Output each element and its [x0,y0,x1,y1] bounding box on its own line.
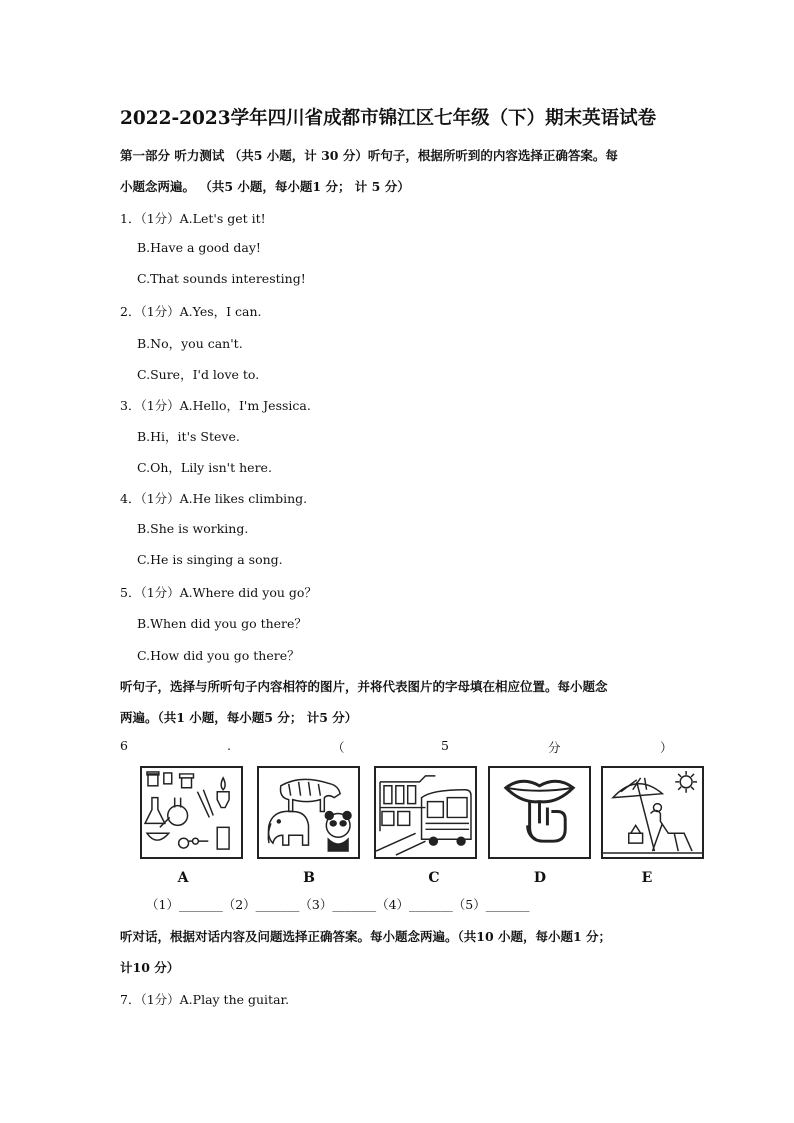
question-3-option-a: 3．（1分）A.Hello，I'm Jessica. [120,398,311,413]
picture-d-quiet-gesture [488,766,591,859]
question-6-dot: . [227,738,231,753]
question-6-score: 5 [441,738,449,753]
answer-blanks: （1）_______（2）_______（3）_______（4）_______（5）_______ [146,897,530,912]
page-title: 2022-2023学年四川省成都市锦江区七年级（下）期末英语试卷 [120,108,657,129]
question-1-option-a: 1．（1分）A.Let's get it! [120,211,266,226]
part1-instruction-line1: 第一部分 听力测试 （共5 小题，计 30 分）听句子，根据所听到的内容选择正确答案。每 [120,148,618,163]
question-4-option-b: B.She is working. [137,521,249,536]
part2-instruction-line1: 听句子，选择与所听句子内容相符的图片，并将代表图片的字母填在相应位置。每小题念 [120,679,608,694]
picture-label-c: C [428,870,440,886]
question-4-option-c: C.He is singing a song. [137,552,283,567]
question-1-option-b: B.Have a good day! [137,240,261,255]
picture-e-beach-umbrella [601,766,704,859]
part1-instruction-line2: 小题念两遍。 （共5 小题，每小题1 分； 计 5 分） [120,179,410,194]
picture-label-d: D [533,870,547,886]
question-4-option-a: 4．（1分）A.He likes climbing. [120,491,308,506]
question-5-option-b: B.When did you go there？ [137,616,307,631]
question-7-option-a: 7．（1分）A.Play the guitar. [120,992,290,1007]
question-2-option-b: B.No，you can't. [137,336,243,351]
part3-instruction-line1: 听对话，根据对话内容及问题选择正确答案。每小题念两遍。（共10 小题，每小题1 分； [120,929,612,944]
question-6-lparen: （ [332,740,345,755]
question-2-option-a: 2．（1分）A.Yes，I can. [120,304,262,319]
question-6-number: 6 [120,738,128,753]
picture-b-zoo-animals [257,766,360,859]
part3-instruction-line2: 计10 分） [120,960,180,975]
question-3-option-b: B.Hi，it's Steve. [137,429,240,444]
part2-instruction-line2: 两遍。（共1 小题，每小题5 分； 计5 分） [120,710,358,725]
question-3-option-c: C.Oh，Lily isn't here. [137,460,272,475]
picture-a-lab-equipment [140,766,243,859]
picture-label-a: A [177,870,189,886]
question-5-option-a: 5．（1分）A.Where did you go？ [120,585,317,600]
picture-c-bus-on-street [374,766,477,859]
question-5-option-c: C.How did you go there？ [137,648,300,663]
picture-label-e: E [641,870,653,886]
question-6-unit: 分 [548,740,561,755]
question-2-option-c: C.Sure，I'd love to. [137,367,260,382]
question-1-option-c: C.That sounds interesting! [137,271,306,286]
picture-label-b: B [303,870,315,886]
question-6-rparen: ） [660,740,673,755]
